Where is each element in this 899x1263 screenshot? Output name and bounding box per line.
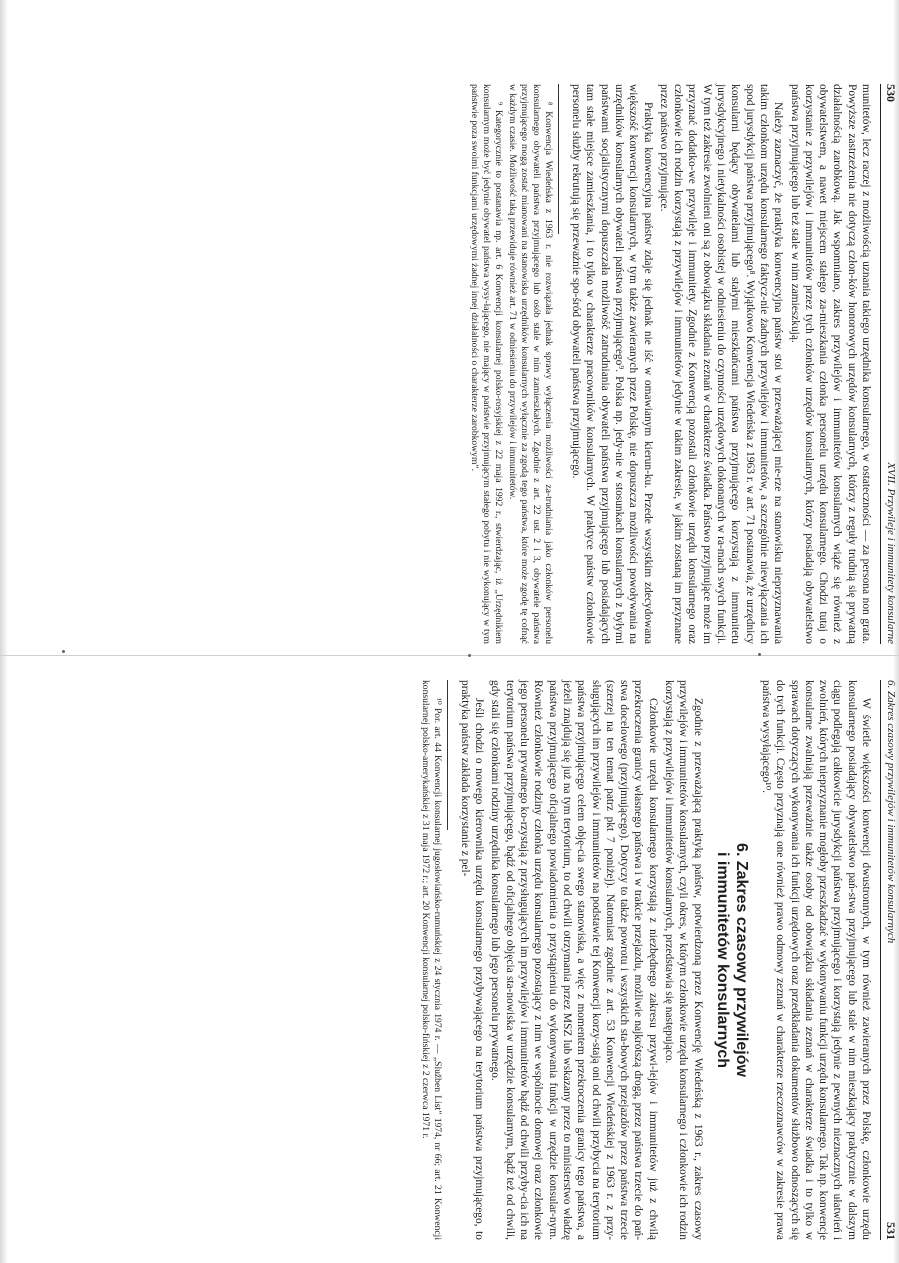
paragraph: Praktyka konwencyjna państw zdaje się jednak nie iść w omawianym kierun-ku. Przede wszystkim zdecydowana większość konwencji konsularnych, w tym także zawieranych przez Polskę, nie dopuszcza możliwości powoływania na urzędników konsularnych obywateli państwa przyjmującego⁹. Polska np. jedy-nie w stosunkach konsularnych z byłymi państwami socjalistycznymi dopuszczała możliwość zatrudniania obywateli państwa przyjmującego lub posiadających tam stałe miejsce zamieszkania, i to tylko w charakterze pracowników konsularnych. W praktyce państw członkowie personelu służby rekrutują się przeważnie spo-śród obywateli państwa przyjmującego. (570, 84, 654, 644)
page-body (417, 680, 873, 1240)
paragraph: Zgodnie z przeważającą praktyką państw, potwierdzoną przez Konwencję Wiedeńską z 1963 r., zakres czasowy przywilejów i immunitetów konsularnych, czyli okres, w którym członkowie urzędu konsularnego i członkowie ich rodzin korzystają z przywilejów i immunitetów konsularnych, przedstawia się następująco. (663, 680, 704, 1240)
section-heading-line: i immunitetów konsularnych (713, 851, 731, 1069)
footnote: ⁹ Kategorycznie to postanawia np. art. 6 Konwencji konsularnej polsko-rosyjskiej z 22 maja 1992 r., stwierdzając, iż „Urzędnikiem konsularnym może być jedynie obywatel państwa wysy-łającego, nie mający w państwie przyjmującym stałego pobytu i nie wykonujący w tym państwie poza swoimi funkcjami urzędowymi żadnej innej działalności o charakterze zarobkowym”. (468, 84, 504, 644)
page-body (466, 84, 873, 644)
gutter-line (0, 655, 899, 656)
scan-speck (758, 653, 761, 656)
paragraph: Jeśli chodzi o nowego kierownika urzędu konsularnego przybywającego na terytorium państwa przyjmującego, to praktyka państw zakłada korzystanie z pel- (458, 680, 486, 1240)
section-heading-line: 6. Zakres czasowy przywilejów (732, 843, 750, 1077)
scan-edge-left (0, 0, 8, 1263)
page-530 (99, 84, 899, 644)
scan-speck (62, 650, 65, 653)
paragraph: munitetów, lecz raczej z możliwością uznania takiego urzędnika konsularnego, w ostateczności — za persona non grata. Powyższe zastrzeżenia nie dotyczą człon-ków honorowych urzędów konsularnych, którzy z reguły trudnią się prywatną działalnością zarobkową. Jak wspomniano, zakres przywilejów i immunitetów konsularnych wiąże się również z obywatelstwem, a nawet miejscem stałego za-mieszkania członka personelu urzędu konsularnego. Chodzi tutaj o korzystanie z przywilejów i immunitetów przez tych członków urzędów konsularnych, którzy posiadają obywatelstwo państwa przyjmującego lub też stale w nim zamieszkują. (788, 84, 872, 644)
running-title: 6. Zakres czasowy przywilejów i immunitetów konsularnych (885, 680, 897, 944)
page-number: 531 (884, 1222, 898, 1240)
running-header (880, 84, 899, 644)
footnote-rule (558, 84, 559, 234)
footnote: ¹⁰ Por. art. 44 Konwencji konsularnej jugosłowiańsko-rumuńskiej z 24 stycznia 1974 r. — „Služben List” 1974, nr 66; art. 21 Konwencji konsularnej polsko-amerykańskiej z 31 maja 1972 r.; art. 20 Konwencji konsularnej polsko-fińskiej z 2 czerwca 1971 r. (419, 680, 443, 1240)
page-531 (99, 680, 899, 1240)
paragraph: Członkowie urzędu konsularnego korzystają z niezbędnego zakresu przywi-lejów i immunitetów już z chwilą przekroczenia granicy własnego państwa i w trakcie przejazdu, możliwie najkrótszą drogą, przez państwa trzecie do pań-stwa docelowego (przyjmującego). Dotyczy to także powrotu i wszystkich sta-bowych przejazdów przez państwa trzecie (szerzej na ten temat patrz pkt 7 poniżej). Natomiast zgodnie z art. 53 Konwencji Wiedeńskiej z 1963 r. z przy-sługujących im przywilejów i immunitetów na podstawie tej Konwencji korzy-stają oni od chwili przybycia na terytorium państwa przyjmującego celem obję-cia swego stanowiska, a więc z momentem przekroczenia granicy tego państwa, a jeżeli znajdują się już na tym terytorium, to od chwili otrzymania przez MSZ lub wskazany przez to ministerstwo władzę państwa przyjmującego oficjalnego powiadomienia o przystąpieniu do wykonywania funkcji w urzędzie konsular-nym. Również członkowie rodziny członka urzędu konsularnego pozostający z nim we wspólnocie domowej oraz członkowie jego personelu prywatnego ko-rzystają z przysługujących im przywilejów i immunitetów bądź od chwili przyby-cia ich na terytorium państwa przyjmującego, bądź od oficjalnego objęcia sta-nowiska w urzędzie konsularnym, bądź też od chwili, gdy stali się członkami rodziny urzędnika konsularnego lub jego personelu prywatnego. (489, 680, 659, 1240)
section-heading (713, 680, 751, 1240)
running-title: XVII. Przywileje i immunitety konsularne (885, 462, 897, 644)
page-number: 530 (884, 84, 898, 102)
footnote: ⁸ Konwencja Wiedeńska z 1963 r. nie rozwiązała jednak sprawy wyłączenia możliwości za-trudniania jako członków personelu konsularnego obywateli państwa przyjmującego lub osób stale w nim zamieszkałych. Zgodnie z art. 22 ust. 2 i 3, obywatele państwa przyjmującego mogą zostać mianowani na stanowiska urzędników konsularnych wyłącznie za zgodą tego państwa, które może zgodę tę cofnąć w każdym czasie. Możliwość taką przewiduje również art. 71 w odniesieniu do przywilejów i immunitetów. (506, 84, 554, 644)
paragraph: W świetle większości konwencji dwustronnych, w tym również zawieranych przez Polskę, członkowie urzędu konsularnego posiadający obywatelstwo pań-stwa przyjmującego lub stale w nim mieszkający praktycznie w dalszym ciągu podlegają całkowicie jurysdykcji państwa przyjmującego i korzystają jedynie z pewnych nieznacznych ułatwień i zwolnień, których nieprzyznanie mogłoby przeszkadzać w wykonywaniu funkcji urzędu konsularnego. Tak np. konwencje konsularne zwalniają przeważnie także osoby od obowiązku składania zeznań w charakterze świadka i to tylko w sprawach dotyczących wykonywania ich funkcji urzędowych oraz przedkładania dokumentów służbowo odnoszących się do tych funkcji. Często przyznają one również prawo odmowy zeznań w charakterze rzeczoznawców w zakresie prawa państwa wysyłającego¹⁰. (759, 680, 872, 1240)
scan-speck (468, 654, 471, 657)
running-header (880, 680, 899, 1240)
paragraph: Należy zaznaczyć, że praktyka konwencyjna państw stoi w przeważającej mie-rze na stanowisku nieprzyznawania takim członkom urzędu konsularnego faktycz-nie żadnych przywilejów i immunitetów, a szczególnie niewyłączania ich spod jurysdykcji państwa przyjmującego⁸. Wyjątkowo Konwencja Wiedeńska z 1963 r. w art. 71 postanawia, że urzędnicy konsularni będący obywatelami lub stałymi mieszkańcami państwa przyjmującego korzystają z immunitetu jurysdykcyjnego i nietykalności osobistej w odniesieniu do czynności urzędowych dokonanych w ra-mach swych funkcji. W tym też zakresie zwolnieni oni są z obowiązku składania zeznań w charakterze świadka. Państwo przyjmujące może im przyznać dodatko-we przywileje i immunitety. Zgodnie z Konwencją pozostali członkowie urzędu konsularnego oraz członkowie ich rodzin korzystają z przywilejów i immunitetów jedynie w takim zakresie, w jakim zostaną im przyznane przez państwo przyjmujące. (657, 84, 785, 644)
footnote-rule (447, 680, 448, 830)
